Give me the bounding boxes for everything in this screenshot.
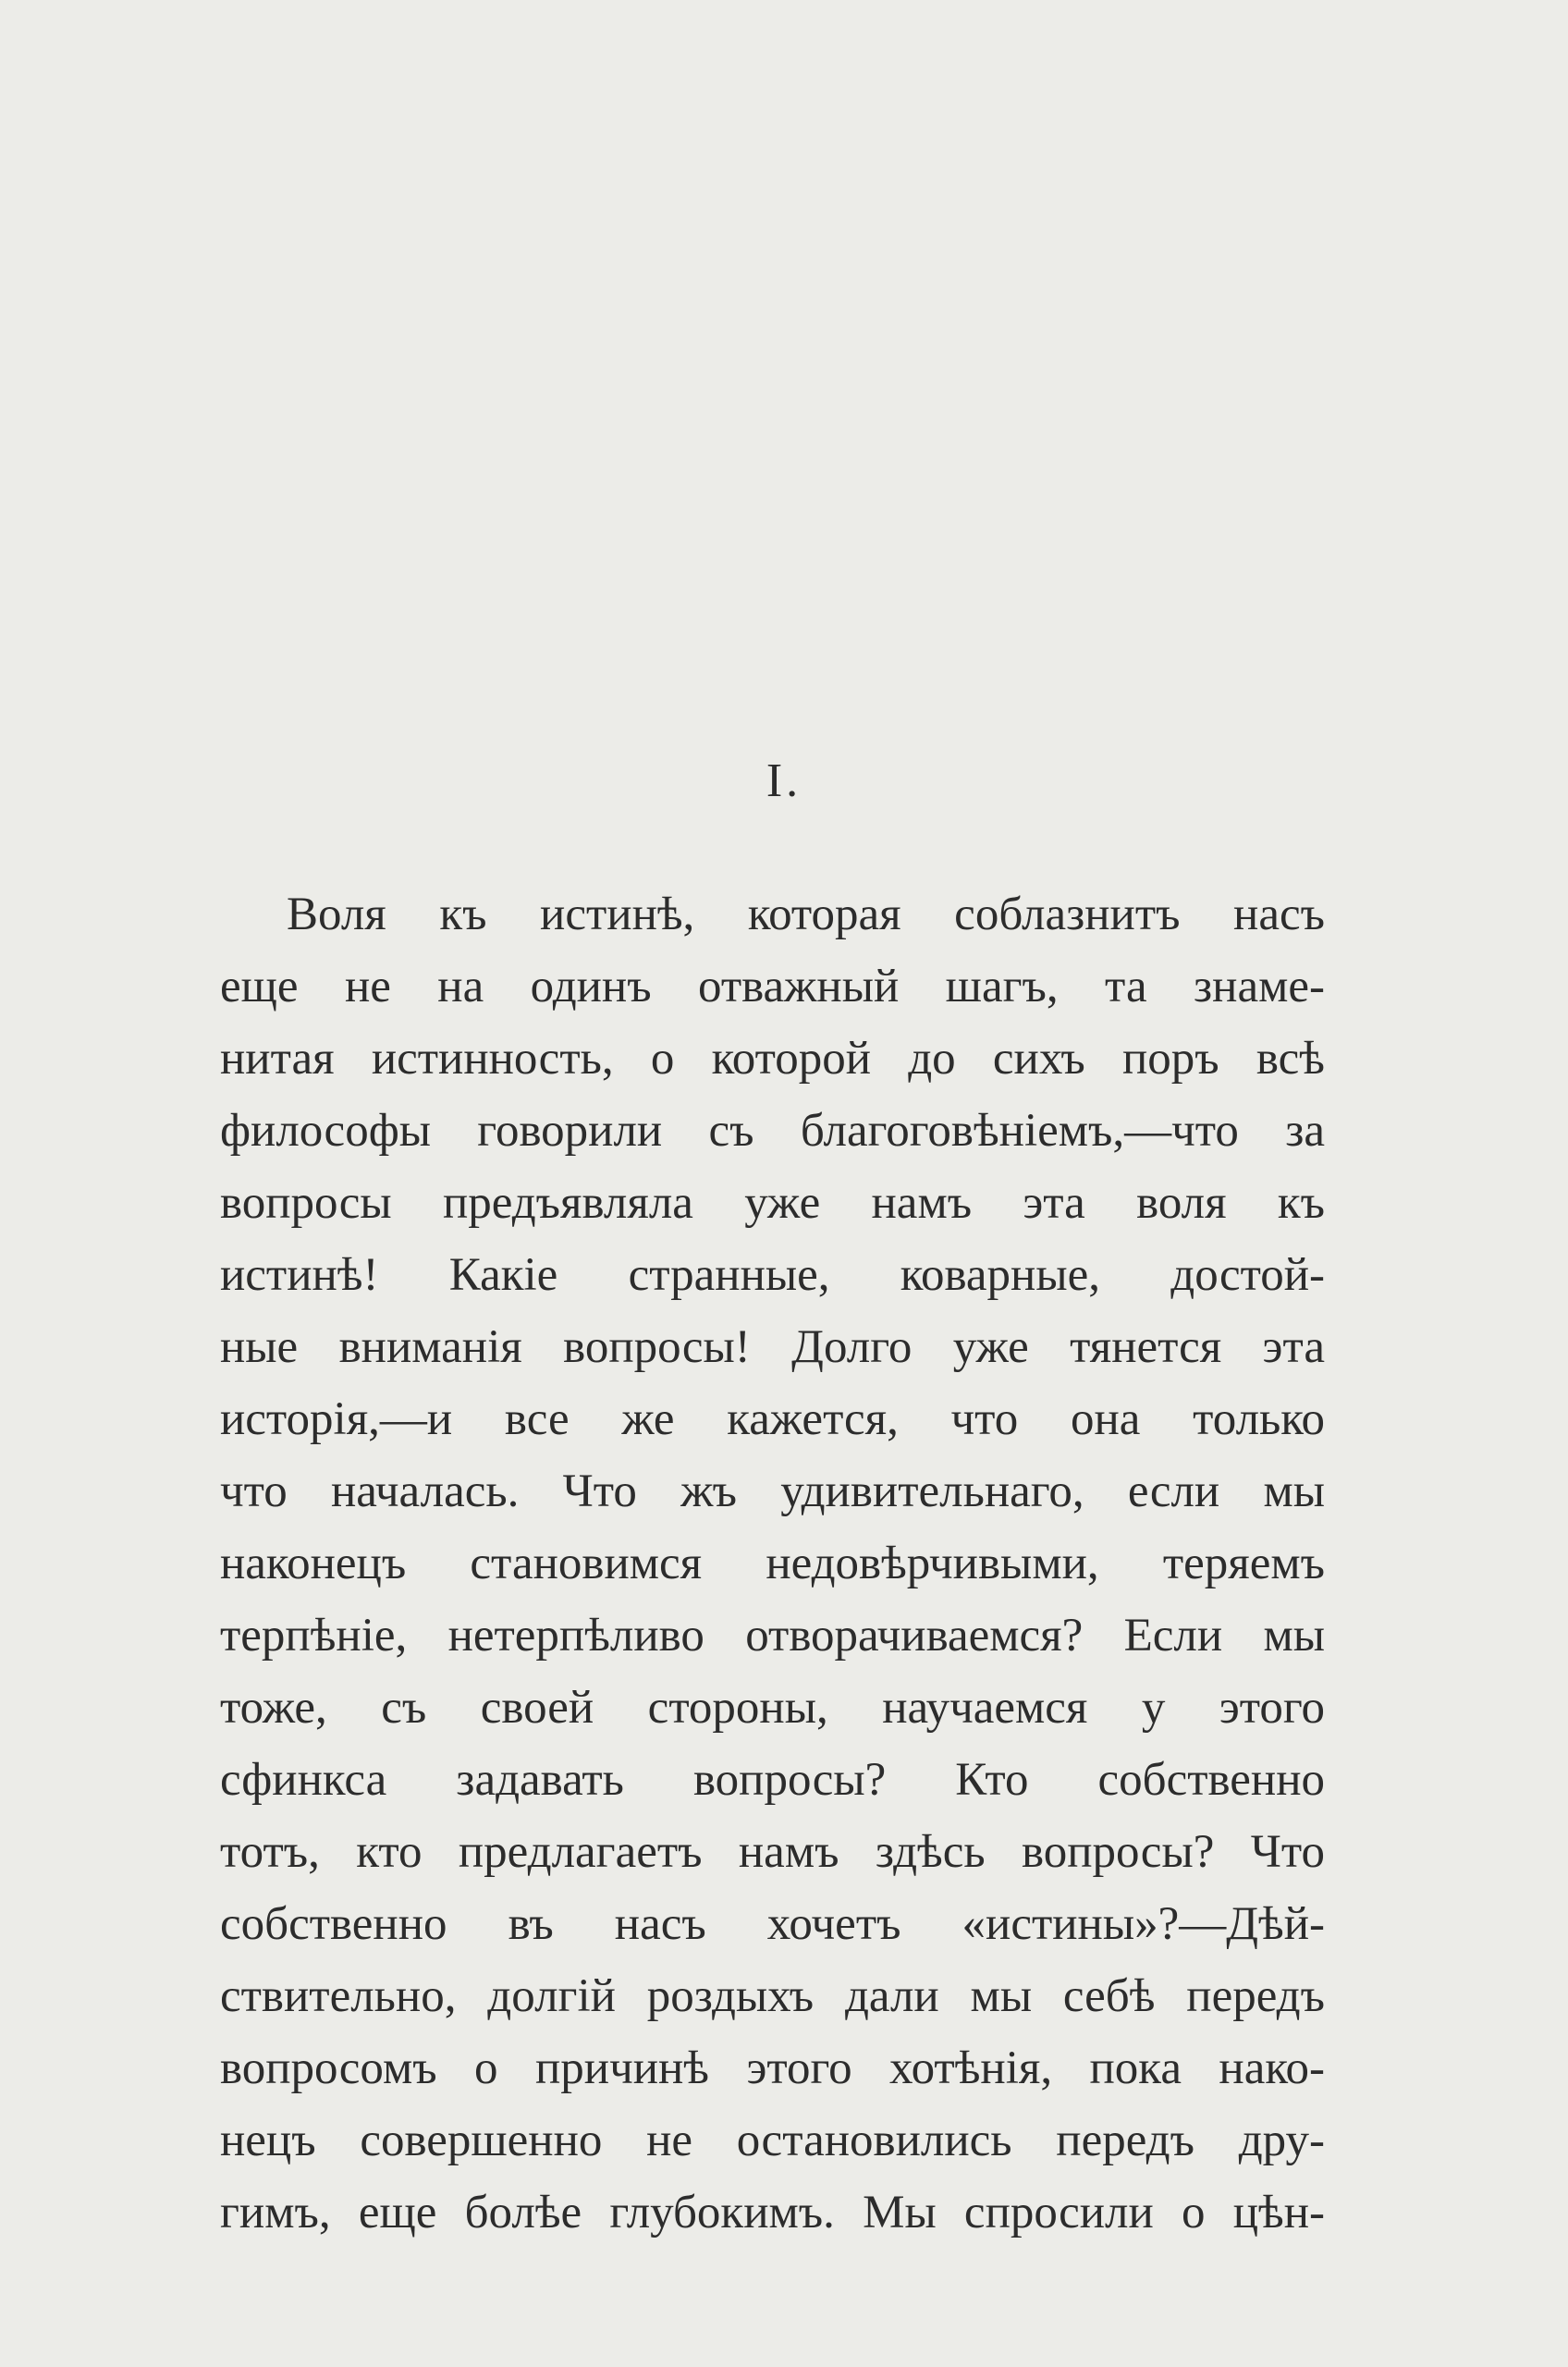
- body-text: [220, 878, 1325, 2249]
- text-line: нецъ совершенно не остановились передъ дру-: [220, 2115, 1325, 2166]
- text-line: сфинкса задавать вопросы? Кто собственно: [220, 1754, 1325, 1806]
- text-line: Воля къ истинѣ, которая соблазнитъ насъ: [287, 889, 1325, 940]
- text-line: ствительно, долгій роздыхъ дали мы себѣ передъ: [220, 1970, 1325, 2022]
- text-line: нитая истинность, о которой до сихъ поръ всѣ: [220, 1033, 1325, 1085]
- text-line: тотъ, кто предлагаетъ намъ здѣсь вопросы? Что: [220, 1826, 1325, 1878]
- text-line: еще не на одинъ отважный шагъ, та знаме-: [220, 961, 1325, 1012]
- text-line: наконецъ становимся недовѣрчивыми, теряемъ: [220, 1538, 1325, 1589]
- text-line: гимъ, еще болѣе глубокимъ. Мы спросили о цѣн-: [220, 2187, 1325, 2238]
- text-line: вопросы предъявляла уже намъ эта воля къ: [220, 1177, 1325, 1229]
- text-line: что началась. Что жъ удивительнаго, если мы: [220, 1466, 1325, 1517]
- text-line: исторія,—и все же кажется, что она только: [220, 1393, 1325, 1445]
- text-line: собственно въ насъ хочетъ «истины»?—Дѣй-: [220, 1898, 1325, 1950]
- text-line: философы говорили съ благоговѣніемъ,—что за: [220, 1105, 1325, 1157]
- text-line: вопросомъ о причинѣ этого хотѣнія, пока нако-: [220, 2042, 1325, 2094]
- text-line: ные вниманія вопросы! Долго уже тянется эта: [220, 1321, 1325, 1373]
- text-line: тоже, съ своей стороны, научаемся у этого: [220, 1682, 1325, 1734]
- chapter-number: I.: [766, 754, 802, 807]
- text-line: терпѣніе, нетерпѣливо отворачиваемся? Если мы: [220, 1610, 1325, 1662]
- text-line: истинѣ! Какіе странные, коварные, достой-: [220, 1249, 1325, 1301]
